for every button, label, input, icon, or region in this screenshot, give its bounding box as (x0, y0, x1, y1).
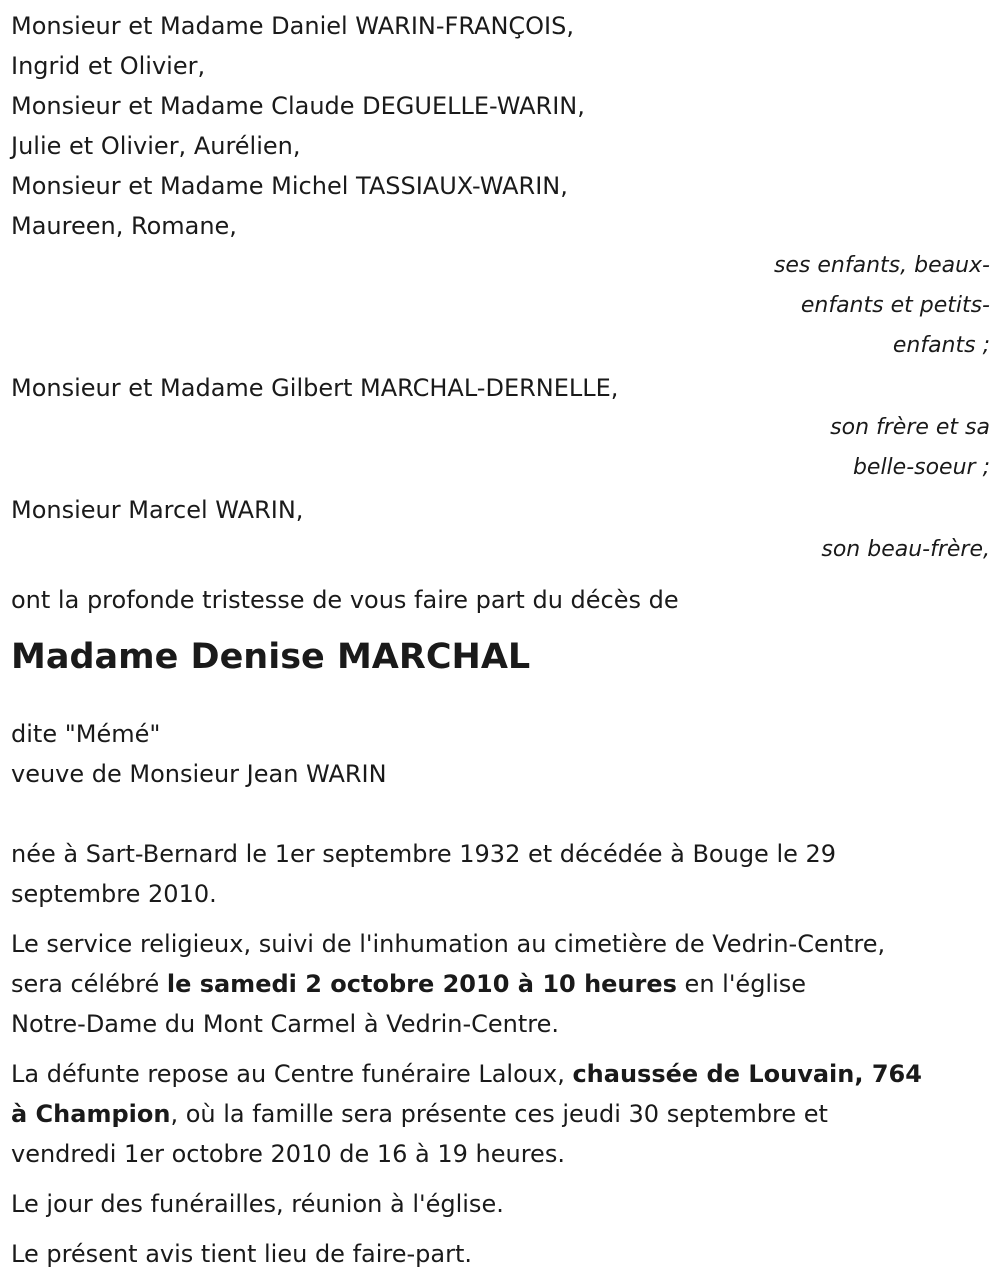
service-line-2-start: sera célébré (11, 970, 167, 998)
service-line-2-end: en l'église (676, 970, 807, 998)
rest-line-1 (11, 1054, 990, 1094)
deceased-name: Madame Denise MARCHAL (11, 637, 531, 677)
funeral-day-paragraph (11, 1184, 990, 1224)
birth-death-line-2: septembre 2010. (11, 880, 217, 908)
service-date: le samedi 2 octobre 2010 à 10 heures (166, 970, 677, 998)
family-line-2: Ingrid et Olivier, (11, 52, 206, 80)
rest-line-2 (11, 1094, 990, 1134)
rest-town: à Champion (11, 1100, 171, 1128)
relation-brother-line-2: belle-soeur ; (852, 455, 990, 480)
family-line-3: Monsieur et Madame Claude DEGUELLE-WARIN, (11, 92, 585, 120)
service-line-2 (11, 964, 990, 1004)
rest-address: chaussée de Louvain, 764 (572, 1060, 922, 1088)
family-line-1: Monsieur et Madame Daniel WARIN-FRANÇOIS, (11, 12, 574, 40)
family-line-4: Julie et Olivier, Aurélien, (11, 132, 301, 160)
nickname-line: dite "Mémé" (11, 720, 161, 748)
relation-children-line-3: enfants ; (892, 333, 990, 358)
service-line-1: Le service religieux, suivi de l'inhumation au cimetière de Vedrin-Centre, (11, 930, 886, 958)
relation-brother-line-1: son frère et sa (830, 415, 990, 440)
brother-line: Monsieur et Madame Gilbert MARCHAL-DERNELLE, (11, 374, 619, 402)
family-line-5: Monsieur et Madame Michel TASSIAUX-WARIN, (11, 172, 568, 200)
rest-line-2-end: , où la famille sera présente ces jeudi 30 septembre et (170, 1100, 828, 1128)
birth-death-paragraph (11, 834, 990, 914)
relation-brother-in-law: son beau-frère, (821, 537, 990, 562)
service-paragraph (11, 924, 990, 1044)
relation-children-line-1: ses enfants, beaux- (773, 253, 990, 278)
obituary-notice (11, 6, 990, 1274)
rest-paragraph (11, 1054, 990, 1174)
relation-children-line-2: enfants et petits- (800, 293, 990, 318)
widow-line: veuve de Monsieur Jean WARIN (11, 760, 387, 788)
notice-paragraph (11, 1234, 990, 1274)
family-line-6: Maureen, Romane, (11, 212, 237, 240)
rest-line-1-start: La défunte repose au Centre funéraire Laloux, (11, 1060, 573, 1088)
birth-death-line-1: née à Sart-Bernard le 1er septembre 1932 et décédée à Bouge le 29 (11, 840, 837, 868)
rest-line-3: vendredi 1er octobre 2010 de 16 à 19 heures. (11, 1140, 565, 1168)
notice-line: Le présent avis tient lieu de faire-part. (11, 1240, 473, 1268)
funeral-day-line: Le jour des funérailles, réunion à l'église. (11, 1190, 504, 1218)
relation-brother (11, 408, 990, 488)
announcement-text: ont la profonde tristesse de vous faire part du décès de (11, 586, 679, 614)
service-line-3: Notre-Dame du Mont Carmel à Vedrin-Centre. (11, 1010, 560, 1038)
brother-in-law-line: Monsieur Marcel WARIN, (11, 496, 304, 524)
relation-children (11, 246, 990, 366)
